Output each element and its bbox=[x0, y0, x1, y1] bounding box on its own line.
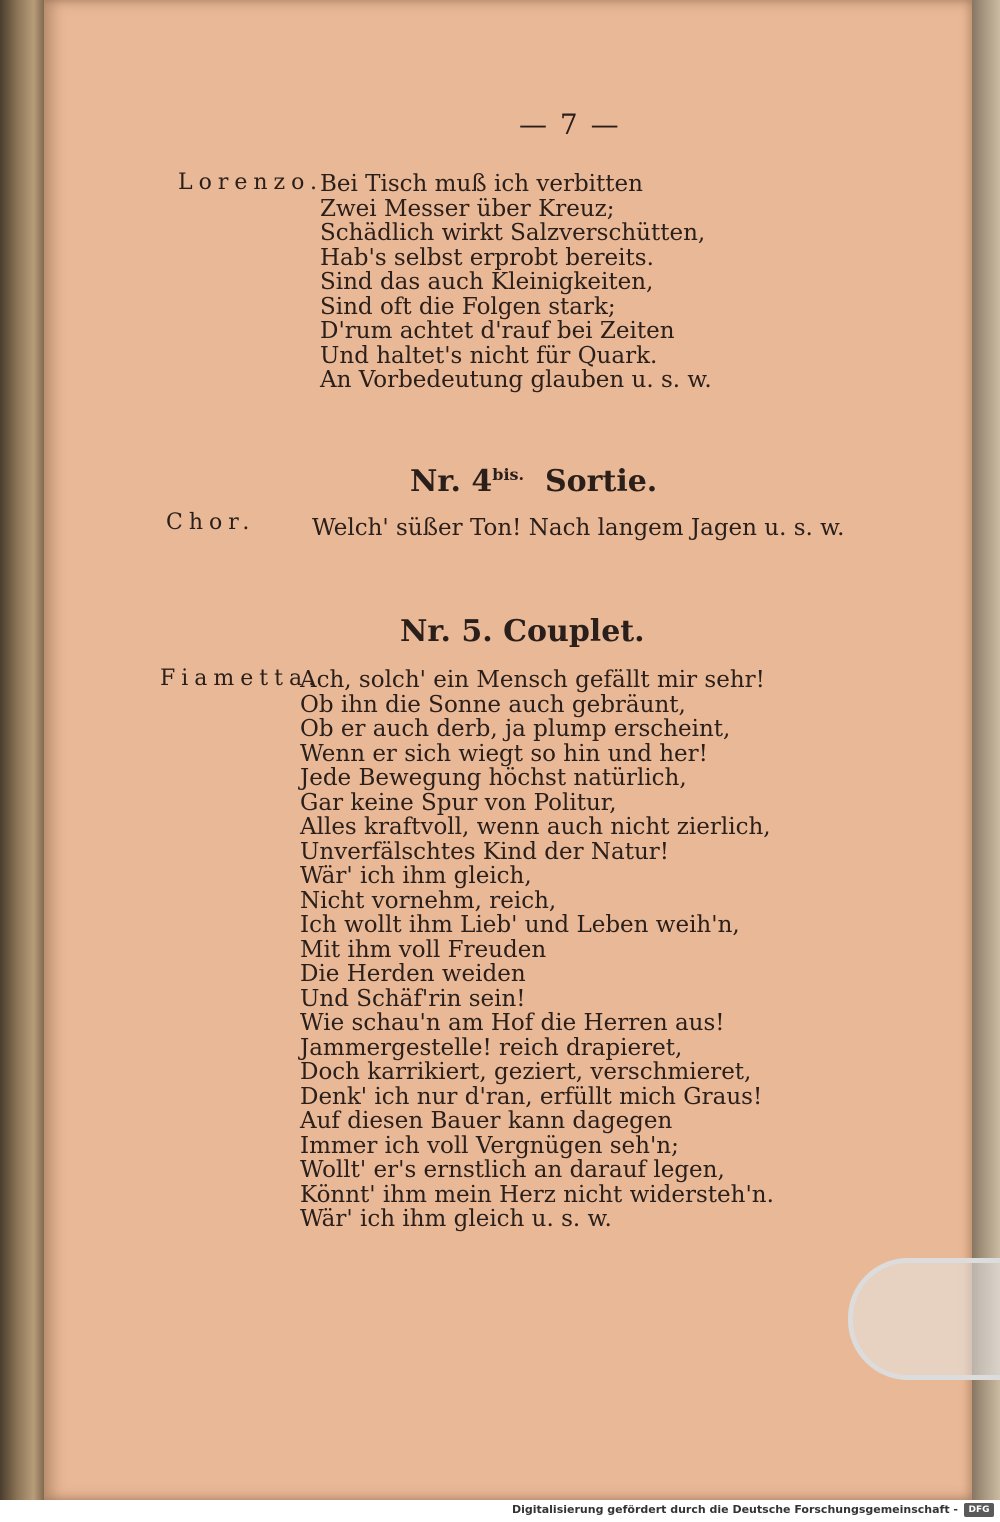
verse-line: Ich wollt ihm Lieb' und Leben weih'n, bbox=[300, 912, 740, 938]
verse-line: Gar keine Spur von Politur, bbox=[300, 789, 617, 816]
page bbox=[44, 0, 972, 1500]
verse-line: Und Schäf'rin sein! bbox=[300, 985, 526, 1012]
heading-title: Sortie. bbox=[544, 464, 658, 499]
verse-line: Wollt' er's ernstlich an darauf legen, bbox=[300, 1157, 725, 1183]
verse-line: D'rum achtet d'rauf bei Zeiten bbox=[320, 318, 675, 344]
verse-line: Auf diesen Bauer kann dagegen bbox=[300, 1108, 673, 1134]
page-clip bbox=[848, 1258, 1000, 1380]
verse-line: Immer ich voll Vergnügen seh'n; bbox=[300, 1132, 679, 1159]
verse-line: Jede Bewegung höchst natürlich, bbox=[300, 765, 687, 791]
verse-line: Unverfälschtes Kind der Natur! bbox=[300, 838, 669, 865]
verse-line: Wenn er sich wiegt so hin und her! bbox=[300, 740, 708, 767]
dfg-logo: DFG bbox=[964, 1503, 994, 1517]
speaker-chor: Chor. bbox=[166, 510, 256, 535]
heading-superscript: bis. bbox=[492, 465, 525, 484]
verse-line: Wär' ich ihm gleich, bbox=[300, 863, 532, 889]
verse-line: Nicht vornehm, reich, bbox=[300, 887, 557, 914]
verse-line: Könnt' ihm mein Herz nicht widersteh'n. bbox=[300, 1181, 774, 1208]
verse-line: Mit ihm voll Freuden bbox=[300, 936, 547, 963]
verse-line: Ob ihn die Sonne auch gebräunt, bbox=[300, 691, 686, 718]
verse-line: Schädlich wirkt Salzverschütten, bbox=[320, 220, 706, 246]
verse-line: Hab's selbst erprobt bereits. bbox=[320, 244, 654, 271]
verse-line: Sind das auch Kleinigkeiten, bbox=[320, 269, 654, 295]
verse-line: Denk' ich nur d'ran, erfüllt mich Graus! bbox=[300, 1083, 763, 1110]
verse-lorenzo bbox=[320, 172, 712, 393]
verse-line: Ob er auch derb, ja plump erscheint, bbox=[300, 716, 731, 742]
book-spine-edge bbox=[0, 0, 48, 1500]
verse-line: Ach, solch' ein Mensch gefällt mir sehr! bbox=[300, 667, 765, 693]
verse-line: Doch karrikiert, geziert, verschmieret, bbox=[300, 1059, 752, 1085]
page-number: — 7 — bbox=[519, 108, 621, 141]
verse-chor: Welch' süßer Ton! Nach langem Jagen u. s. w. bbox=[312, 515, 845, 541]
section-heading-sortie bbox=[410, 464, 657, 499]
speaker-lorenzo: Lorenzo. bbox=[178, 170, 324, 195]
section-heading-couplet: Nr. 5. Couplet. bbox=[400, 614, 645, 649]
verse-line: Zwei Messer über Kreuz; bbox=[320, 195, 615, 222]
speaker-fiametta: Fiametta. bbox=[160, 666, 322, 691]
verse-line: Und haltet's nicht für Quark. bbox=[320, 342, 658, 369]
footer bbox=[0, 1500, 1000, 1522]
verse-fiametta bbox=[300, 668, 774, 1232]
verse-line: Jammergestelle! reich drapieret, bbox=[300, 1034, 683, 1061]
verse-line: Alles kraftvoll, wenn auch nicht zierlich, bbox=[300, 814, 771, 840]
verse-line: An Vorbedeutung glauben u. s. w. bbox=[320, 367, 712, 393]
verse-line: Die Herden weiden bbox=[300, 961, 526, 987]
footer-credit: Digitalisierung gefördert durch die Deutsche Forschungsgemeinschaft - bbox=[511, 1503, 958, 1516]
verse-line: Bei Tisch muß ich verbitten bbox=[320, 171, 643, 197]
verse-line: Wär' ich ihm gleich u. s. w. bbox=[300, 1206, 612, 1232]
verse-line: Wie schau'n am Hof die Herren aus! bbox=[300, 1010, 725, 1036]
heading-number: Nr. 4 bbox=[410, 464, 493, 499]
verse-line: Sind oft die Folgen stark; bbox=[320, 293, 616, 320]
